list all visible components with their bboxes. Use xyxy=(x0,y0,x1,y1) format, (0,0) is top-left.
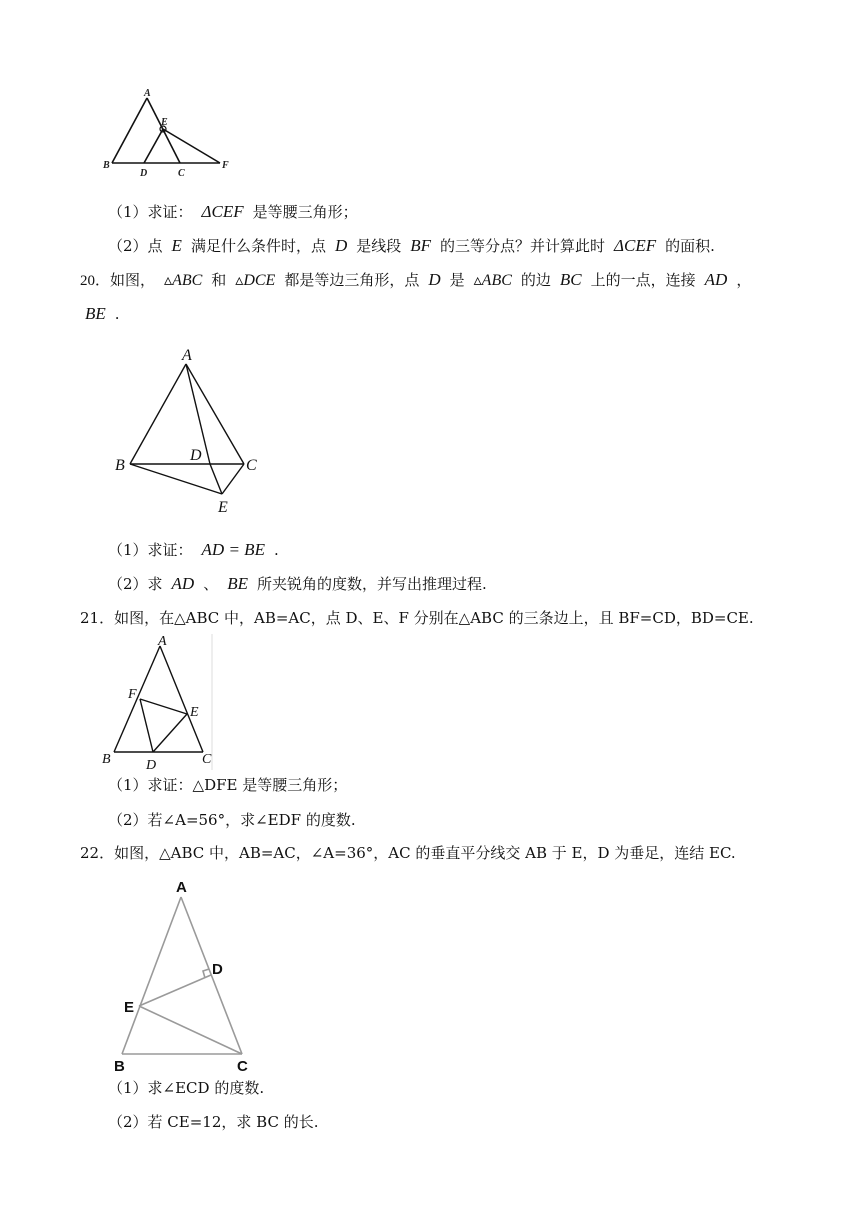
q20-part1: （1）求证： AD = BE . xyxy=(108,540,279,559)
segment-de xyxy=(153,714,187,752)
q20-stem-line1: 20．如图， ▵ABC 和 ▵DCE 都是等边三角形，点 D 是 ▵ABC 的边 BC 上的一点，连接 AD ， xyxy=(80,270,752,289)
segment-fe xyxy=(140,699,187,714)
q21-stem: 21．如图，在△ABC 中，AB=AC，点 D、E、F 分别在△ABC 的三条边上，且 BF=CD，BD=CE. xyxy=(80,609,754,627)
segment-fd xyxy=(140,699,153,752)
q22-part1: （1）求∠ECD 的度数. xyxy=(108,1079,265,1097)
figure-q19 xyxy=(100,85,240,180)
label-c: C xyxy=(237,1058,248,1072)
segment-ab xyxy=(130,364,186,464)
segment-be xyxy=(130,464,222,494)
segment-ab xyxy=(122,897,181,1054)
segment-ce xyxy=(222,464,244,494)
label-e: E xyxy=(124,999,135,1016)
q19-part1: （1）求证： ΔCEF 是等腰三角形； xyxy=(108,202,358,221)
label-b: B xyxy=(114,1058,125,1072)
label-e: E xyxy=(218,499,228,516)
label-c: C xyxy=(178,168,185,179)
label-d: D xyxy=(140,168,148,179)
label-a: A xyxy=(158,634,167,649)
q22-stem: 22．如图，△ABC 中，AB=AC，∠A=36°，AC 的垂直平分线交 AB 于 E，D 为垂足，连结 EC. xyxy=(80,844,736,862)
label-d: D xyxy=(190,447,202,464)
figure-q21 xyxy=(98,632,216,772)
label-b: B xyxy=(102,752,111,767)
label-f: F xyxy=(128,687,137,702)
q22-part2: （2）若 CE=12，求 BC 的长. xyxy=(108,1113,319,1131)
segment-ed xyxy=(144,129,163,163)
q20-stem-line2: BE . xyxy=(85,304,120,323)
label-d: D xyxy=(146,758,157,772)
segment-ab xyxy=(114,646,160,752)
label-c: C xyxy=(246,457,257,474)
label-d: D xyxy=(212,961,223,978)
label-a: A xyxy=(144,88,151,99)
q19-part2: （2）点 E 满足什么条件时，点 D 是线段 BF 的三等分点？并计算此时 ΔCEF 的面积. xyxy=(108,236,715,255)
label-f: F xyxy=(222,160,229,171)
label-b: B xyxy=(103,160,110,171)
figure-q22 xyxy=(105,872,270,1072)
segment-ac xyxy=(147,98,180,163)
label-b: B xyxy=(115,457,125,474)
label-a: A xyxy=(182,347,192,364)
q21-part1: （1）求证：△DFE 是等腰三角形； xyxy=(108,776,348,794)
segment-de xyxy=(210,464,222,494)
q21-part2: （2）若∠A=56°，求∠EDF 的度数. xyxy=(108,811,356,829)
label-c: C xyxy=(202,752,212,767)
segment-ab xyxy=(112,98,147,163)
label-e: E xyxy=(161,117,168,128)
q20-part2: （2）求 AD 、 BE 所夹锐角的度数，并写出推理过程. xyxy=(108,574,487,593)
label-a: A xyxy=(176,879,187,896)
figure-q20 xyxy=(110,340,270,520)
label-e: E xyxy=(190,705,199,720)
